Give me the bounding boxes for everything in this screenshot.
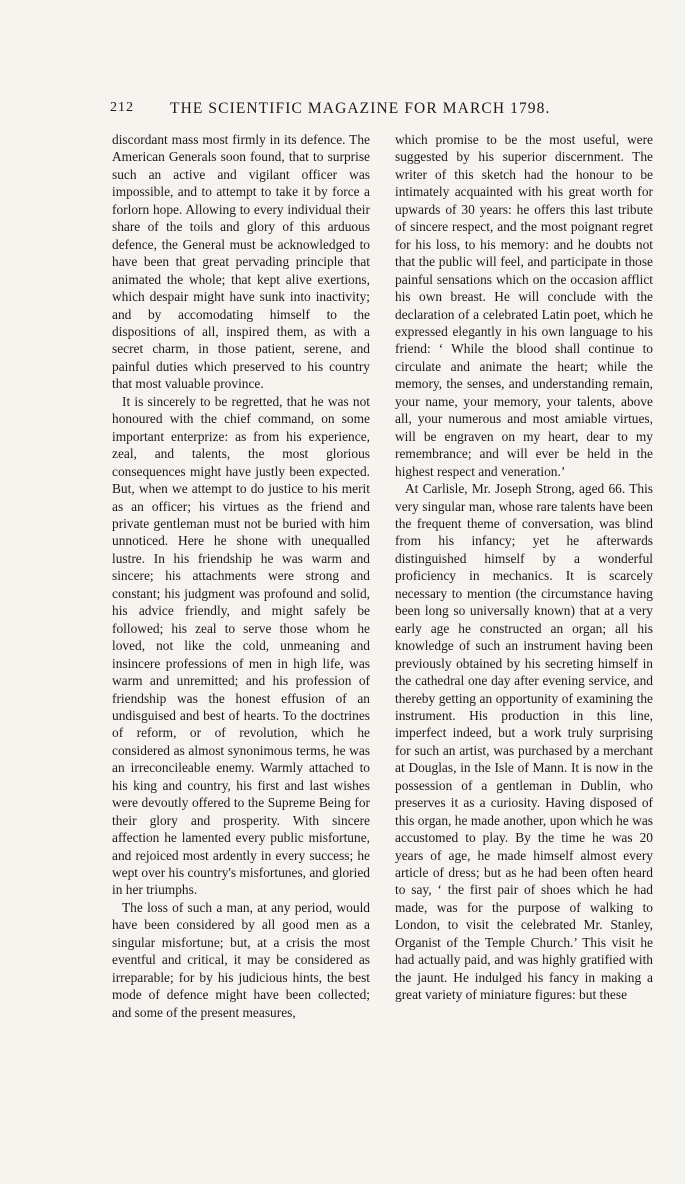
page-number: 212 (110, 100, 134, 115)
page-header (110, 100, 630, 124)
paragraph: discordant mass most firmly in its defence. The American Generals soon found, that to surprise such an active and vigilant officer was impossible, and to attempt to take it by force a forlorn hope. Allowing to every individual their share of the toils and glory of this arduous defence, the General must be acknowledged to have been that great pervading principle that animated the whole; that kept alive exertions, which despair might have sunk into inactivity; and by accomodating himself to the dispositions of all, inspired them, as with a secret charm, in those patient, serene, and painful duties which preserved to his country that most valuable province. (112, 132, 370, 392)
left-column (112, 131, 370, 1021)
running-title: THE SCIENTIFIC MAGAZINE FOR MARCH 1798. (170, 100, 551, 117)
paragraph: The loss of such a man, at any period, would have been considered by all good men as a singular misfortune; but, at a crisis the most eventful and critical, it may be considered as irreparable; for by his judicious hints, the best mode of defence might have been collected; and some of the present measures, (112, 899, 370, 1020)
paragraph: It is sincerely to be regretted, that he was not honoured with the chief command, on some important enterprize: as from his experience, zeal, and talents, the most glorious consequences might have justly been expected. But, when we attempt to do justice to his merit as an officer; his virtues as the friend and private gentleman must not be buried with him unnoticed. Here he shone with unequalled lustre. In his friendship he was warm and sincere; his attachments were strong and constant; his judgment was profound and solid, his advice friendly, and might safely be followed; his zeal to serve those whom he loved, not like the cold, unmeaning and insincere professions of men in high life, was warm and unremitted; and his profession of friendship was the honest effusion of an undisguised and best of hearts. To the doctrines of reform, or of revolution, which he considered as almost synonimous terms, he was an irreconcileable enemy. Warmly attached to his king and country, his first and last wishes were devoutly offered to the Supreme Being for their glory and prosperity. With sincere affection he lamented every public misfortune, and rejoiced most ardently in every success; he wept over his country's misfortunes, and gloried in her triumphs. (112, 393, 370, 898)
paragraph: which promise to be the most useful, were suggested by his superior discernment. The writer of this sketch had the honour to be intimately acquainted with his great worth for upwards of 30 years: he offers this last tribute of sincere respect, and the most poignant regret for his loss, to his memory: and he doubts not that the public will feel, and participate in those painful sensations which on the occasion afflict his own breast. He will conclude with the declaration of a celebrated Latin poet, which he expressed elegantly in his own language to his friend: ‘ While the blood shall continue to circulate and animate the heart; while the memory, the senses, and understanding remain, your name, your memory, your talents, above all, your numerous and most amiable virtues, will be engraven on my heart, dear to my remembrance; and will ever be held in the highest respect and veneration.’ (395, 132, 653, 479)
paragraph: At Carlisle, Mr. Joseph Strong, aged 66. This very singular man, whose rare talents have been the frequent theme of conversation, was blind from his infancy; yet he afterwards distinguished himself by a wonderful proficiency in mechanics. It is scarcely necessary to mention (the circumstance having been long so universally known) that at a very early age he constructed an organ; all his knowledge of such an instrument having been previously obtained by his secreting himself in the cathedral one day after evening service, and thereby getting an opportunity of examining the instrument. His production in this line, imperfect indeed, but a work truly surprising for such an artist, was purchased by a merchant at Douglas, in the Isle of Mann. It is now in the possession of a gentleman in Dublin, who preserves it as a curiosity. Having disposed of this organ, he made another, upon which he was accustomed to play. By the time he was 20 years of age, he made himself almost every article of dress; but as he had been often heard to say, ‘ the first pair of shoes which he had made, was for the purpose of walking to London, to visit the celebrated Mr. Stanley, Organist of the Temple Church.’ This visit he had actually paid, and was highly gratified with the jaunt. He indulged his fancy in making a great variety of miniature figures: but these (395, 481, 653, 1003)
right-column (395, 131, 653, 1004)
